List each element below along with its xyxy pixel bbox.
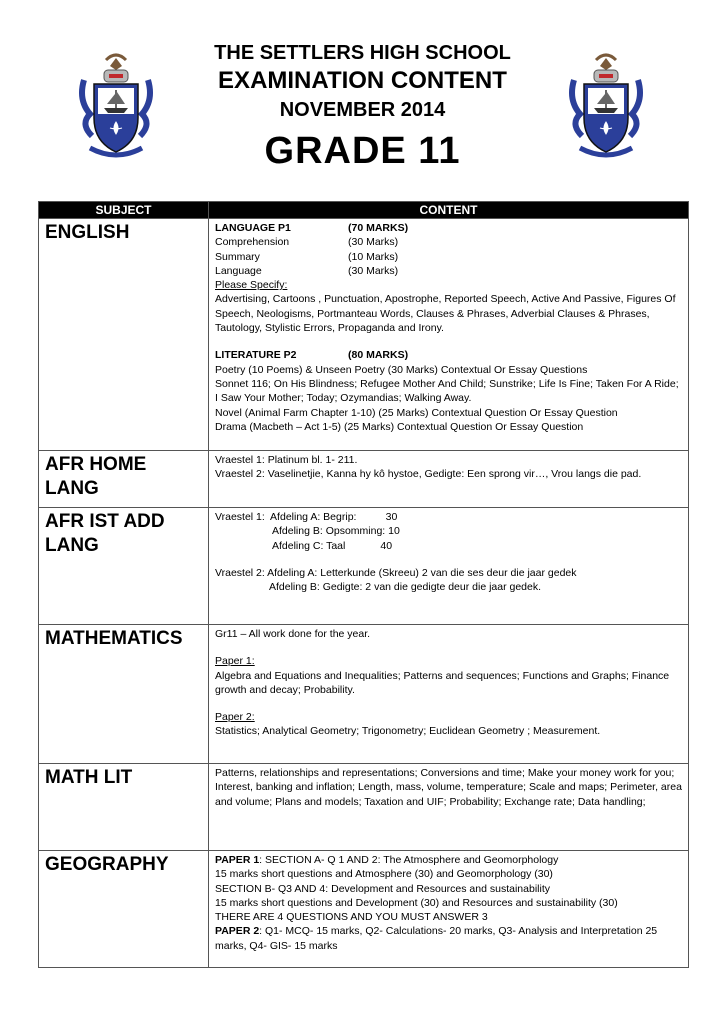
list-item: Afdeling B: Gedigte: 2 van die gedigte deur die jaar gedek. xyxy=(269,581,542,594)
table-row xyxy=(39,451,689,508)
subject-geography: GEOGRAPHY xyxy=(39,851,209,968)
list-item: THERE ARE 4 QUESTIONS AND YOU MUST ANSWER 3 xyxy=(215,911,488,924)
list-item: Gr11 – All work done for the year. xyxy=(215,628,371,640)
list-item: Comprehension (30 Marks) xyxy=(215,236,399,249)
list-item: Sonnet 116; On His Blindness; Refugee Mother And Child; Sunstrike; Life Is Fine; Taken For A Ride; I Saw Your Mother; Today; Ozymandias; Walking Away. xyxy=(215,377,679,405)
list-item: Algebra and Equations and Inequalities; Patterns and sequences; Functions and Graphs; Finance growth and decay; Probability. xyxy=(215,669,670,696)
table-row xyxy=(39,764,689,851)
content-math-lit xyxy=(209,764,689,851)
school-crest-icon xyxy=(76,50,156,170)
exam-content-table xyxy=(38,201,689,968)
content-afr-add-lang xyxy=(209,508,689,625)
subject-column-header: SUBJECT xyxy=(39,202,209,219)
please-specify-label: Please Specify: xyxy=(215,279,288,292)
subject-math-lit: MATH LIT xyxy=(39,764,209,851)
list-item: SECTION B- Q3 AND 4: Development and Resources and sustainability xyxy=(215,882,550,895)
list-item: Afdeling C: Taal 40 xyxy=(272,539,393,552)
list-item: Vraestel 2: Vaselinetjie, Kanna hy kô hystoe, Gedigte: Een sprong vir…, Vrou langs die pad. xyxy=(215,468,642,481)
document-title: EXAMINATION CONTENT xyxy=(218,67,507,94)
subject-afr-home-lang: AFR HOME LANG xyxy=(39,451,209,508)
list-item: Novel (Animal Farm Chapter 1-10) (25 Marks) Contextual Question Or Essay Question xyxy=(215,406,618,419)
list-item: PAPER 2: Q1- MCQ- 15 marks, Q2- Calculations- 20 marks, Q3- Analysis and Interpretation 25 marks, Q4- GIS- 15 marks xyxy=(215,925,658,952)
list-item: Vraestel 1: Afdeling A: Begrip: 30 xyxy=(215,511,398,523)
school-crest-icon xyxy=(566,50,646,170)
exam-date: NOVEMBER 2014 xyxy=(279,99,446,121)
list-item: 15 marks short questions and Atmosphere (30) and Geomorphology (30) xyxy=(215,868,553,881)
subject-mathematics: MATHEMATICS xyxy=(39,625,209,764)
table-row xyxy=(39,219,689,451)
list-item: Poetry (10 Poems) & Unseen Poetry (30 Marks) Contextual Or Essay Questions xyxy=(215,363,588,376)
list-item: Vraestel 2: Afdeling A: Letterkunde (Skreeu) 2 van die ses deur die jaar gedek xyxy=(215,566,577,579)
list-item: Summary (10 Marks) xyxy=(215,250,399,263)
list-item: Drama (Macbeth – Act 1-5) (25 Marks) Contextual Question Or Essay Question xyxy=(215,420,584,433)
subject-english: ENGLISH xyxy=(39,219,209,451)
content-column-header: CONTENT xyxy=(209,202,689,219)
content-mathematics xyxy=(209,625,689,764)
list-item: Vraestel 1: Platinum bl. 1- 211. xyxy=(215,454,358,466)
specify-text: Advertising, Cartoons , Punctuation, Apostrophe, Reported Speech, Active And Passive, Figures Of Speech, Neologisms, Portmanteau Words, Clauses & Phrases, Adverbial Clauses & Phrases, Tautology, Stylistic Errors, Propaganda and Irony. xyxy=(215,293,676,335)
table-header-row xyxy=(39,202,689,219)
list-item: 15 marks short questions and Development (30) and Resources and sustainability (30) xyxy=(215,896,618,909)
content-afr-home-lang xyxy=(209,451,689,508)
paper-1-label: Paper 1: xyxy=(215,655,255,668)
content-geography xyxy=(209,851,689,968)
page-header xyxy=(0,0,725,200)
content-english xyxy=(209,219,689,451)
list-item: Language (30 Marks) xyxy=(215,264,399,277)
list-item: PAPER 1: SECTION A- Q 1 AND 2: The Atmosphere and Geomorphology xyxy=(215,854,559,866)
table-row xyxy=(39,625,689,764)
subject-afr-add-lang: AFR IST ADD LANG xyxy=(39,508,209,625)
school-name: THE SETTLERS HIGH SCHOOL xyxy=(214,42,511,64)
paper-2-label: Paper 2: xyxy=(215,711,255,724)
list-item: Patterns, relationships and representations; Conversions and time; Make your money work for you; Interest, banking and inflation; Length, mass, volume, temperature; Scale and maps; Perimeter, area and volume; Plans and models; Taxation and UIF; Probability; Exchange rate; Data handling; xyxy=(215,767,682,808)
paper-2-label: PAPER 2 xyxy=(215,925,260,938)
english-language-heading: LANGUAGE P1 (70 MARKS) xyxy=(215,222,409,234)
list-item: Afdeling B: Opsomming: 10 xyxy=(272,525,400,538)
grade-title: GRADE 11 xyxy=(264,130,461,172)
list-item: Statistics; Analytical Geometry; Trigonometry; Euclidean Geometry ; Measurement. xyxy=(215,725,601,738)
paper-1-label: PAPER 1 xyxy=(215,854,260,866)
table-row xyxy=(39,851,689,968)
title-block xyxy=(150,40,575,176)
table-row xyxy=(39,508,689,625)
english-literature-heading: LITERATURE P2 (80 MARKS) xyxy=(215,349,409,362)
